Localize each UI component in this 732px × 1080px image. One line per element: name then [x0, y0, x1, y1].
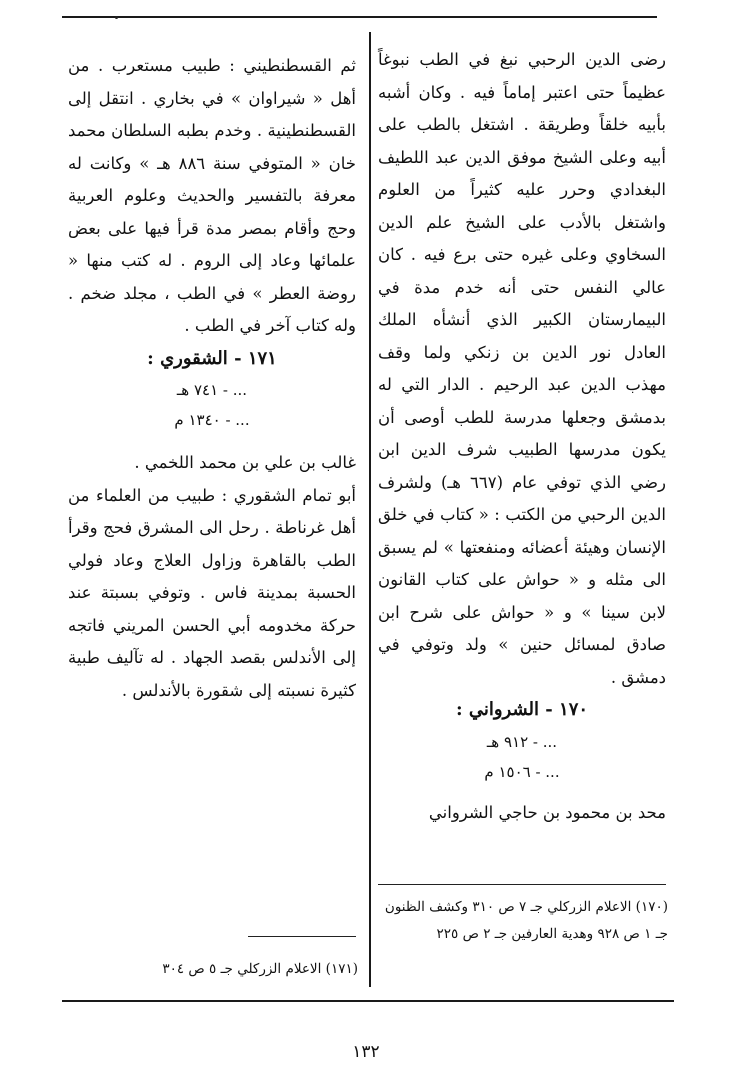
- left-paragraph: ثم القسطنطيني : طبيب مستعرب . من أهل « شيراوان » في بخاري . انتقل إلى القسطنطينية . وخدم بطبه السلطان محمد خان « المتوفي سنة ٨٨٦ هـ » وكانت له معرفة بالتفسير والحديث وعلوم العربية وحج وأقام بمصر مدة قرأ فيها على بعض علمائها وعاد إلى الروم . له كتب منها « روضة العطر » في الطب ، مجلد ضخم . وله كتاب آخر في الطب .: [68, 56, 356, 335]
- entry-171-hijri-date: ... - ٧٤١ هـ: [176, 381, 248, 399]
- right-column: [378, 44, 666, 829]
- top-rule: [62, 16, 657, 18]
- entry-171-heading: ١٧١ - الشقوري :: [147, 347, 277, 369]
- entry-170-hijri-date: ... - ٩١٢ هـ: [486, 732, 558, 751]
- entry-171-paragraph: أبو تمام الشقوري : طبيب من العلماء من أهل غرناطة . رحل الى المشرق فحج وقرأ الطب بالقاهرة وزاول العلاج وعاد فولي الحسبة بمدينة فاس . وتوفي بسبتة عند حركة مخدومه أبي الحسن المريني فاتجه إلى الأندلس بقصد الجهاد . له تآليف طبية كثيرة نسبته إلى شقورة بالأندلس .: [68, 485, 356, 700]
- right-paragraph: رضى الدين الرحبي نبغ في الطب نبوغاً عظيماً حتى اعتبر إماماً فيه . وكان أشبه بأبيه خلقاً وطريقة . اشتغل بالطب على أبيه وعلى الشيخ موفق الدين عبد اللطيف البغدادي وحرر عليه كثيراً من العلوم واشتغل بالأدب على الشيخ علم الدين السخاوي وعلى غيره حتى برع فيه . كان عالي النفس حتى أنه خدم مدة في البيمارستان الكبير الذي أنشأه الملك العادل نور الدين بن زنكي ولما وقف مهذب الدين عبد الرحيم . الدار التي له بدمشق وجعلها مدرسة للطب أوصى أن يكون مدرسها الطبيب شرف الدين ابن رضي الذي توفي عام (٦٦٧ هـ) ولشرف الدين الرحبي من الكتب : « كتاب في خلق الإنسان وهيئة أعضائه ومنفعتها » لم يسبق الى مثله و « حواش على كتاب القانون لابن سينا » و « حواش على شرح ابن صادق لمسائل حنين » ولد وتوفي في دمشق .: [378, 50, 666, 687]
- print-mark: [115, 16, 118, 19]
- bottom-rule: [62, 1000, 674, 1002]
- page-number: ١٣٢: [352, 1042, 380, 1062]
- footnote-rule-left: [248, 936, 356, 937]
- footnote-171: (١٧١) الاعلام الزركلي جـ ٥ ص ٣٠٤: [162, 961, 358, 977]
- footnote-170: (١٧٠) الاعلام الزركلي جـ ٧ ص ٣١٠ وكشف الظنون جـ ١ ص ٩٢٨ وهدية العارفين جـ ٢ ص ٢٢٥: [384, 899, 668, 942]
- left-column: [68, 50, 356, 707]
- entry-171-gregorian-date: ... - ١٣٤٠ م: [174, 411, 250, 429]
- entry-171-name: غالب بن علي بن محمد اللخمي .: [134, 453, 356, 472]
- entry-170-gregorian-date: ... - ١٥٠٦ م: [484, 762, 560, 781]
- footnote-rule-right: [378, 884, 666, 885]
- entry-170-name: محد بن محمود بن حاجي الشرواني: [428, 802, 666, 822]
- column-divider: [369, 32, 371, 987]
- entry-170-heading: ١٧٠ - الشرواني :: [455, 699, 589, 720]
